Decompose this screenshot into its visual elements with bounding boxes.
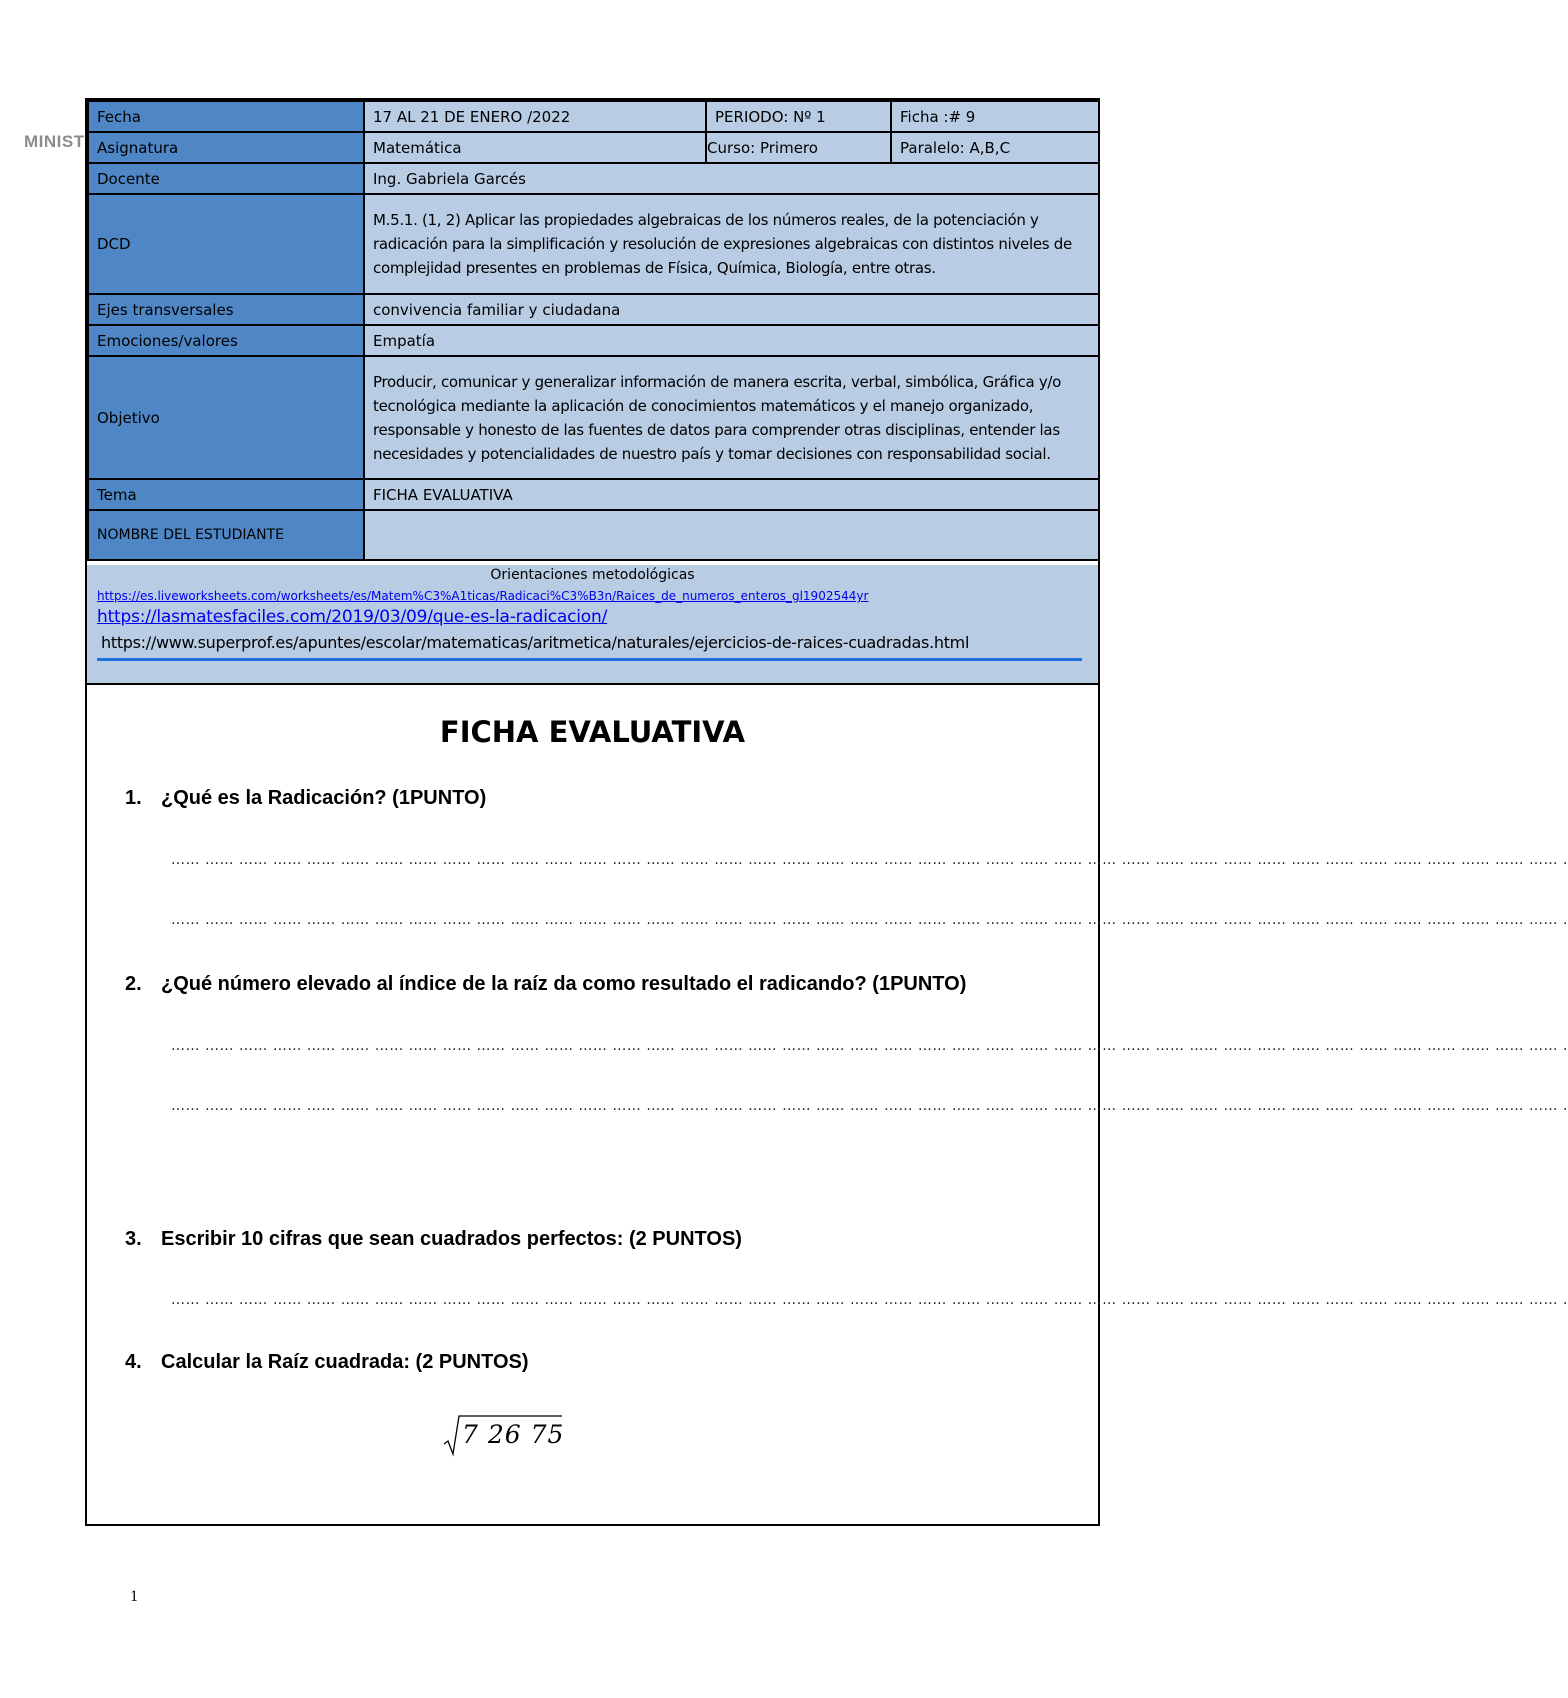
ficha-number: Ficha :# 9: [891, 101, 1099, 132]
docente-value: Ing. Gabriela Garcés: [364, 163, 1099, 194]
question-text: ¿Qué número elevado al índice de la raíz da como resultado el radicando? (1PUNTO): [161, 973, 967, 995]
row-ejes: [88, 294, 1099, 325]
evaluation-title: FICHA EVALUATIVA: [439, 715, 746, 749]
row-docente: [88, 163, 1099, 194]
superprof-link[interactable]: https://www.superprof.es/apuntes/escolar/matematicas/aritmetica/naturales/ejercicios-de-raices-cuadradas.html: [101, 633, 970, 652]
answer-line[interactable]: …… …… …… …… …… …… …… …… …… …… …… …… …… …… …… …… …… …… …… …… …… …… …… …… …… …… …… …… …… …… …… …… …… …… …… …… …… …… …… …… …… .: [171, 1038, 1568, 1054]
orientaciones-section: [87, 565, 1098, 685]
estudiante-label: NOMBRE DEL ESTUDIANTE: [88, 510, 364, 560]
dcd-label: DCD: [88, 194, 364, 294]
question-3: [125, 1228, 742, 1251]
row-emociones: [88, 325, 1099, 356]
question-2: [125, 973, 966, 996]
question-number: 2.: [125, 973, 142, 995]
row-fecha: [88, 101, 1099, 132]
question-text: Escribir 10 cifras que sean cuadrados perfectos: (2 PUNTOS): [161, 1228, 742, 1250]
question-number: 3.: [125, 1228, 142, 1250]
curso-value: Curso: Primero: [706, 132, 891, 163]
question-1: [125, 787, 486, 810]
objetivo-value: Producir, comunicar y generalizar información de manera escrita, verbal, simbólica, Gráfica y/o tecnológica mediante la aplicación de conocimientos matemáticos y el manejo organizado, responsable y honesto de las fuentes de datos para comprender otras disciplinas, entender las necesidades y potencialidades de nuestro país y tomar decisiones con responsabilidad social.: [364, 356, 1099, 479]
question-number: 1.: [125, 787, 142, 809]
fecha-label: Fecha: [88, 101, 364, 132]
row-tema: [88, 479, 1099, 510]
question-text: Calcular la Raíz cuadrada: (2 PUNTOS): [161, 1351, 529, 1373]
square-root-expression: [444, 1414, 564, 1458]
asignatura-value: Matemática: [364, 132, 706, 163]
row-estudiante: [88, 510, 1099, 560]
row-dcd: [88, 194, 1099, 294]
worksheet-frame: [85, 98, 1568, 1526]
emociones-value: Empatía: [364, 325, 1099, 356]
periodo-value: PERIODO: Nº 1: [706, 101, 891, 132]
tema-label: Tema: [88, 479, 364, 510]
question-4: [125, 1351, 529, 1374]
dcd-value: M.5.1. (1, 2) Aplicar las propiedades algebraicas de los números reales, de la potenciación y radicación para la simplificación y resolución de expresiones algebraicas con distintos niveles de complejidad presentes en problemas de Física, Química, Biología, entre otras.: [364, 194, 1099, 294]
emociones-label: Emociones/valores: [88, 325, 364, 356]
question-number: 4.: [125, 1351, 142, 1373]
asignatura-label: Asignatura: [88, 132, 364, 163]
student-name-field[interactable]: [364, 510, 1099, 560]
ministry-logo-text: MINIST: [24, 132, 85, 151]
ejes-label: Ejes transversales: [88, 294, 364, 325]
liveworksheets-link[interactable]: https://es.liveworksheets.com/worksheets/es/Matem%C3%A1ticas/Radicaci%C3%B3n/Raices_de_numeros_enteros_gl1902544yr: [97, 589, 869, 603]
radicand: 7 26 75: [462, 1420, 565, 1449]
ejes-value: convivencia familiar y ciudadana: [364, 294, 1099, 325]
answer-line[interactable]: …… …… …… …… …… …… …… …… …… …… …… …… …… …… …… …… …… …… …… …… …… …… …… …… …… …… …… …… …… …… …… …… …… …… …… …… …… …… …… …… …… .: [171, 912, 1568, 928]
row-asignatura: [88, 132, 1099, 163]
docente-label: Docente: [88, 163, 364, 194]
blue-divider: [97, 658, 1082, 661]
lasmatesfaciles-link[interactable]: https://lasmatesfaciles.com/2019/03/09/que-es-la-radicacion/: [97, 607, 608, 627]
objetivo-label: Objetivo: [88, 356, 364, 479]
tema-value: FICHA EVALUATIVA: [364, 479, 1099, 510]
page-number: 1: [130, 1588, 138, 1605]
question-text: ¿Qué es la Radicación? (1PUNTO): [161, 787, 487, 809]
answer-line[interactable]: …… …… …… …… …… …… …… …… …… …… …… …… …… …… …… …… …… …… …… …… …… …… …… …… …… …… …… …… …… …… …… …… …… …… …… …… …… …… …… …… …… .: [171, 1098, 1568, 1114]
paralelo-value: Paralelo: A,B,C: [891, 132, 1099, 163]
row-objetivo: [88, 356, 1099, 479]
info-table: [87, 100, 1100, 561]
answer-line[interactable]: …… …… …… …… …… …… …… …… …… …… …… …… …… …… …… …… …… …… …… …… …… …… …… …… …… …… …… …… …… …… …… …… …… …… …… …… …… …… …… …… …… .: [171, 852, 1568, 868]
fecha-value: 17 AL 21 DE ENERO /2022: [364, 101, 706, 132]
answer-line[interactable]: …… …… …… …… …… …… …… …… …… …… …… …… …… …… …… …… …… …… …… …… …… …… …… …… …… …… …… …… …… …… …… …… …… …… …… …… …… …… …… …… …… .: [171, 1292, 1568, 1308]
orientaciones-title: Orientaciones metodológicas: [490, 567, 695, 583]
